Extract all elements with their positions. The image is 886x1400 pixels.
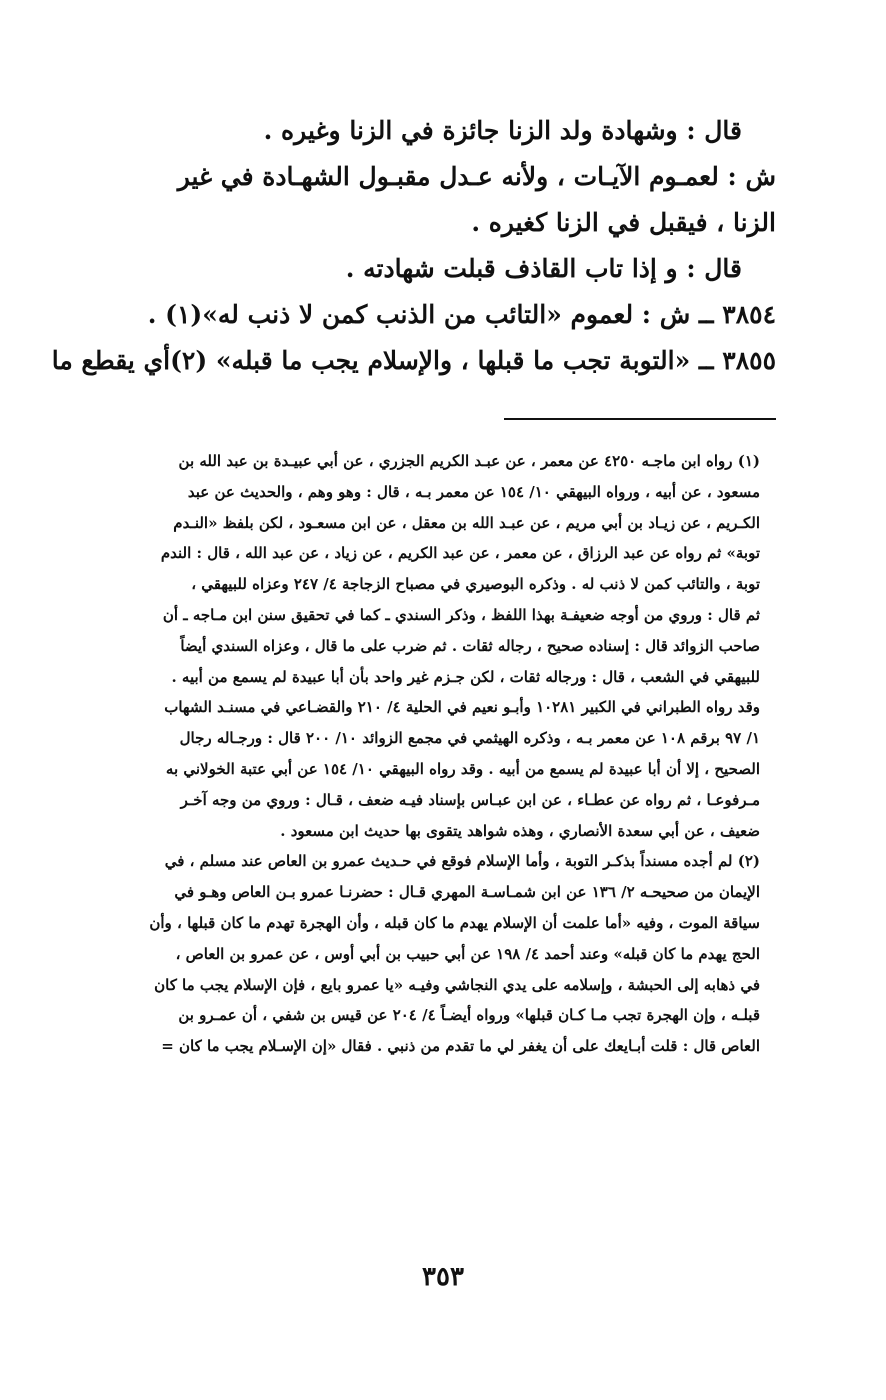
footnote-line: الإيمان من صحيحـه ٢/ ١٣٦ عن ابن شمـاسـة المهري قـال : حضرنـا عمرو بـن العاص وهـو في [174,883,760,902]
footnote-line: (٢) لم أجده مسنداً بذكـر التوبة ، وأما الإسلام فوقع في حـديث عمرو بن العاص عند مسلم ، في [164,852,760,871]
footnote-line: صاحب الزوائد قال : إسناده صحيح ، رجاله ثقات . ثم ضرب على ما قال ، وعزاه السندي أيضاً [180,636,760,655]
main-text [51,108,776,384]
footnote-line: قبلـه ، وإن الهجرة تجب مـا كـان قبلها» ورواه أيضـاً ٤/ ٢٠٤ عن قيس بن شفي ، أن عمـرو بن [178,1006,760,1025]
main-text-line: الزنا ، فيقبل في الزنا كغيره . [471,208,776,237]
main-text-line: قال : و إذا تاب القاذف قبلت شهادته . [345,254,742,283]
main-text-line: قال : وشهادة ولد الزنا جائزة في الزنا وغيره . [263,116,742,145]
footnote-line: العاص قال : قلت أبـايعك على أن يغفر لي ما تقدم من ذنبي . فقال «إن الإسـلام يجب ما كان = [161,1037,760,1056]
main-text-line: ٣٨٥٤ ــ ش : لعموم «التائب من الذنب كمن لا ذنب له»(١) . [147,300,776,329]
footnote-line: ١/ ٩٧ برقم ١٠٨ عن معمر بـه ، وذكره الهيثمي في مجمع الزوائد ١٠/ ٢٠٠ قال : ورجـاله رجال [179,729,760,748]
footnote-line: وقد رواه الطبراني في الكبير ١٠٢٨١ وأبـو نعيم في الحلية ٤/ ٢١٠ والقضـاعي في مسنـد الشهاب [164,698,760,717]
footnote-line: مـرفوعـا ، ثم رواه عن عطـاء ، عن ابن عبـاس بإسناد فيـه ضعف ، قـال : وروي من وجه آخـر [180,790,760,809]
footnote-line: توبة ، والتائب كمن لا ذنب له . وذكره البوصيري في مصباح الزجاجة ٤/ ٢٤٧ وعزاه للبيهقي ، [191,575,760,594]
page-number: ٣٥٣ [422,1262,464,1292]
main-text-line: ش : لعمـوم الآيـات ، ولأنه عـدل مقبـول الشهـادة في غير [177,162,776,191]
footnote-line: للبيهقي في الشعب ، قال : ورجاله ثقات ، لكن جـزم غير واحد بأن أبا عبيدة لم يسمع من أبيه . [171,667,760,686]
footnote-line: الحج يهدم ما كان قبله» وعند أحمد ٤/ ١٩٨ عن أبي حبيب بن أبي أوس ، عن عمرو بن العاص ، [175,944,760,963]
footnote-line: ثم قال : وروي من أوجه ضعيفـة بهذا اللفظ ، وذكر السندي ـ كما في تحقيق سنن ابن مـاجه ـ أن [162,605,760,624]
footnote-line: الصحيح ، إلا أن أبا عبيدة لم يسمع من أبيه . وقد رواه البيهقي ١٠/ ١٥٤ عن أبي عتبة الخولاني به [165,759,760,778]
footnote-line: ضعيف ، عن أبي سعدة الأنصاري ، وهذه شواهد يتقوى بها حديث ابن مسعود . [280,821,760,840]
footnote-line: (١) رواه ابن ماجـه ٤٢٥٠ عن معمر ، عن عبـد الكريم الجزري ، عن أبي عبيـدة بن عبد الله بن [178,452,760,470]
footnote-line: توبة» ثم رواه عن عبد الرزاق ، عن معمر ، عن عبد الكريم ، عن زياد ، عن عبد الله ، قال : الندم [160,544,760,563]
main-text-line: ٣٨٥٥ ــ «التوبة تجب ما قبلها ، والإسلام يجب ما قبله» (٢)أي يقطع ما [51,346,776,375]
footnote-line: في ذهابه إلى الحبشة ، وإسلامه على يدي النجاشي وفيـه «يا عمرو بايع ، فإن الإسلام يجب ما كان [154,975,760,994]
footnote-divider [504,418,776,420]
footnote-line: مسعود ، عن أبيه ، ورواه البيهقي ١٠/ ١٥٤ عن معمر بـه ، قال : وهو وهم ، والحديث عن عبد [187,482,760,501]
footnote-line: سياقة الموت ، وفيه «أما علمت أن الإسلام يهدم ما كان قبله ، وأن الهجرة تهدم ما كان قبلها ، وأن [149,913,760,932]
footnotes [124,446,760,1062]
footnote-line: الكـريم ، عن زيـاد بن أبي مريم ، عن عبـد الله بن معقل ، عن ابن مسعـود ، لكن بلفظ «النـدم [173,513,760,532]
